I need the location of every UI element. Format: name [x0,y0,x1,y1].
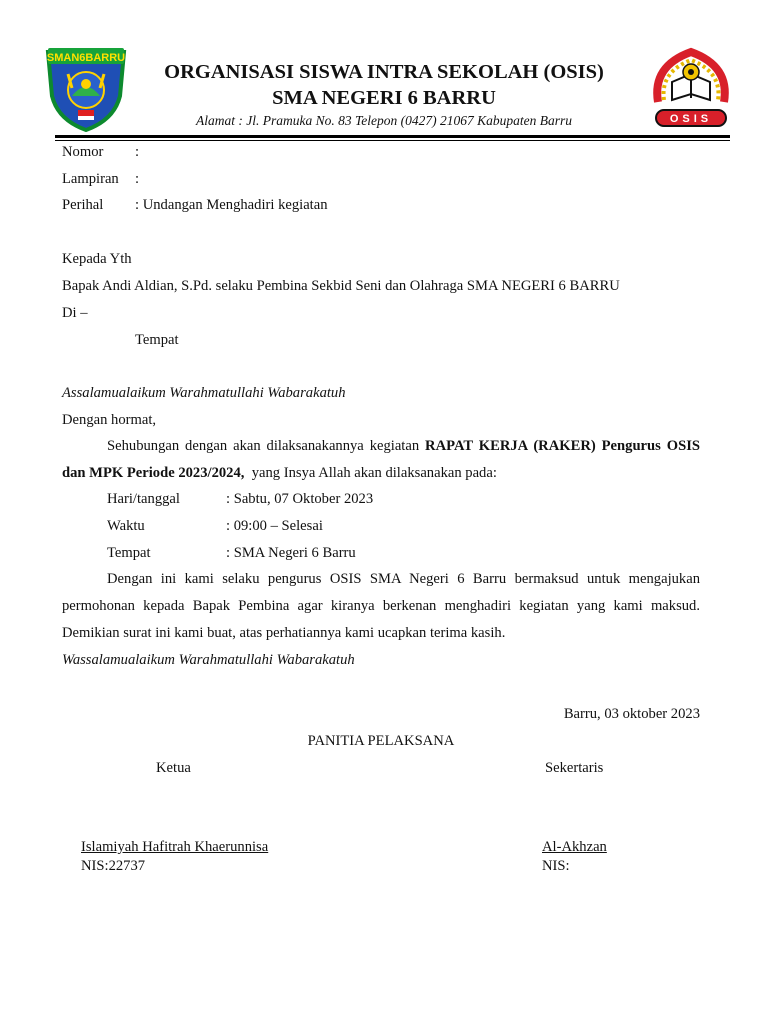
recipient-greeting: Kepada Yth [62,251,132,267]
detail-label-day: Hari/tanggal [107,491,180,507]
detail-label-place: Tempat [107,545,151,561]
school-logo [44,44,128,132]
recipient-name: Bapak Andi Aldian, S.Pd. selaku Pembina Sekbid Seni dan Olahraga SMA NEGERI 6 BARRU [62,278,620,294]
header-divider-thin [55,140,730,141]
detail-value-day: : Sabtu, 07 Oktober 2023 [226,491,374,507]
recipient-place: Tempat [135,332,179,348]
detail-value-place: : SMA Negeri 6 Barru [226,545,356,561]
paragraph-1-line-1 [107,437,700,455]
detail-label-time: Waktu [107,518,145,534]
osis-logo-text: OSIS [669,113,713,125]
perihal-value: : Undangan Menghadiri kegiatan [135,197,328,213]
nomor-value: : [135,144,140,160]
chair-name: Islamiyah Hafitrah Khaerunnisa [81,839,269,855]
paragraph-1-line-2 [62,464,497,482]
chair-nis: NIS:22737 [81,858,146,874]
chair-role: Ketua [156,760,191,776]
secretary-nis: NIS: [542,858,570,874]
paragraph-2: Dengan ini kami selaku pengurus OSIS SMA Negeri 6 Barru bermaksud untuk mengajukan permohonan kepada Bapak Pembina agar kiranya berkenan menghadiri kegiatan yang kami maksud. Demikian surat ini kami buat, atas perhatiannya kami ucapkan terima kasih. [62,571,700,641]
paragraph-1-start: Sehubungan dengan akan dilaksanakannya kegiatan [107,438,426,454]
lampiran-value: : [135,171,140,187]
committee-title: PANITIA PELAKSANA [307,733,455,749]
opening-hormat: Dengan hormat, [62,412,157,428]
school-logo-text: SMAN6BARRU [46,52,126,64]
event-name-part-2: dan MPK Periode 2023/2024, [62,465,245,481]
opening-salam: Assalamualaikum Warahmatullahi Wabarakatuh [62,385,346,401]
secretary-role: Sekertaris [545,760,604,776]
paragraph-1-end: yang Insya Allah akan dilaksanakan pada: [244,465,497,481]
osis-logo [648,46,734,130]
school-title: SMA NEGERI 6 BARRU [272,87,496,109]
recipient-di: Di – [62,305,88,321]
place-date: Barru, 03 oktober 2023 [563,706,700,722]
closing-salam: Wassalamualaikum Warahmatullahi Wabarakatuh [62,652,355,668]
perihal-label: Perihal [62,197,104,213]
header-divider-thick [55,135,730,138]
school-address: Alamat : Jl. Pramuka No. 83 Telepon (0427) 21067 Kabupaten Barru [196,113,572,128]
event-name-part-1: RAPAT KERJA (RAKER) Pengurus OSIS [425,438,700,454]
nomor-label: Nomor [62,144,104,160]
lampiran-label: Lampiran [62,171,119,187]
organization-title: ORGANISASI SISWA INTRA SEKOLAH (OSIS) [164,61,604,83]
secretary-name: Al-Akhzan [542,839,607,855]
detail-value-time: : 09:00 – Selesai [226,518,323,534]
